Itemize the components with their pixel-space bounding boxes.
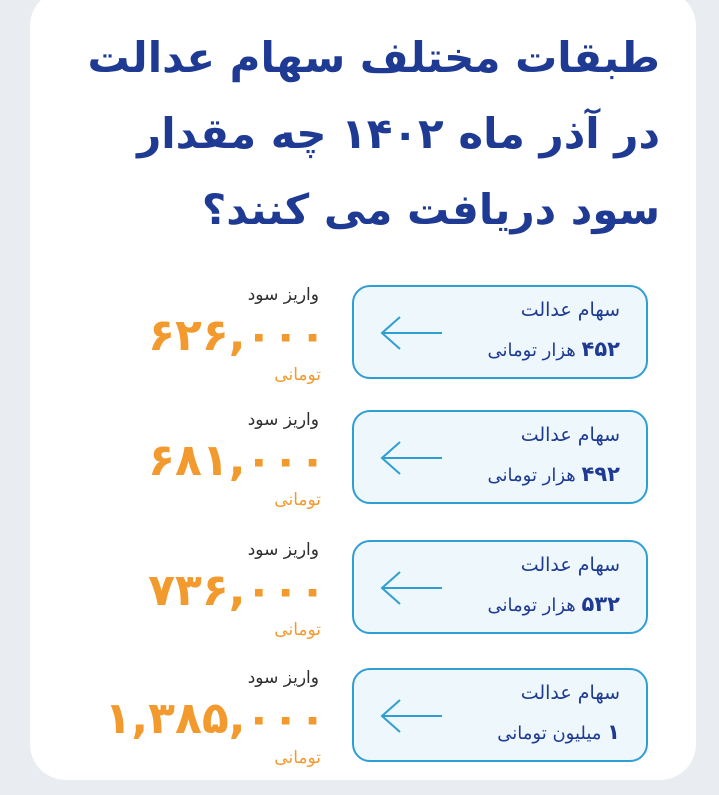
share-value — [488, 592, 620, 616]
share-tier-box — [352, 410, 648, 504]
profit-amount: ۷۳۶,۰۰۰ — [148, 565, 326, 616]
dividend-row — [0, 540, 719, 670]
title-line-1: طبقات مختلف سهام عدالت — [87, 33, 660, 82]
arrow-left-icon — [376, 694, 446, 738]
share-tier-box — [352, 540, 648, 634]
profit-unit: تومانی — [274, 490, 321, 510]
share-value-unit: میلیون تومانی — [497, 723, 602, 744]
share-label: سهام عدالت — [520, 424, 620, 446]
share-tier-box — [352, 285, 648, 379]
share-value-number: ۵۳۲ — [581, 592, 620, 616]
share-value-number: ۴۵۲ — [581, 337, 620, 361]
title-line-3: سود دریافت می کنند؟ — [201, 185, 660, 234]
dividend-row — [0, 285, 719, 415]
share-value-unit: هزار تومانی — [487, 340, 576, 361]
profit-amount: ۱,۳۸۵,۰۰۰ — [104, 693, 326, 744]
profit-unit: تومانی — [274, 748, 321, 768]
profit-amount: ۶۸۱,۰۰۰ — [148, 435, 326, 486]
share-label: سهام عدالت — [520, 682, 620, 704]
share-tier-box — [352, 668, 648, 762]
share-value-unit: هزار تومانی — [487, 595, 576, 616]
share-value-number: ۱ — [607, 720, 620, 744]
share-label: سهام عدالت — [520, 554, 620, 576]
title-line-2: در آذر ماه ۱۴۰۲ چه مقدار — [137, 109, 660, 158]
arrow-left-icon — [376, 311, 446, 355]
dividend-row — [0, 410, 719, 540]
profit-unit: تومانی — [274, 365, 321, 385]
share-value — [488, 462, 620, 486]
dividend-row — [0, 668, 719, 795]
arrow-left-icon — [376, 566, 446, 610]
share-value-unit: هزار تومانی — [487, 465, 576, 486]
share-label: سهام عدالت — [520, 299, 620, 321]
profit-label: واریز سود — [247, 540, 319, 560]
profit-label: واریز سود — [247, 285, 319, 305]
profit-label: واریز سود — [247, 410, 319, 430]
arrow-left-icon — [376, 436, 446, 480]
profit-unit: تومانی — [274, 620, 321, 640]
share-value — [497, 720, 620, 744]
page-title — [60, 20, 660, 248]
share-value-number: ۴۹۲ — [581, 462, 620, 486]
profit-amount: ۶۲۶,۰۰۰ — [148, 310, 326, 361]
profit-label: واریز سود — [247, 668, 319, 688]
share-value — [488, 337, 620, 361]
